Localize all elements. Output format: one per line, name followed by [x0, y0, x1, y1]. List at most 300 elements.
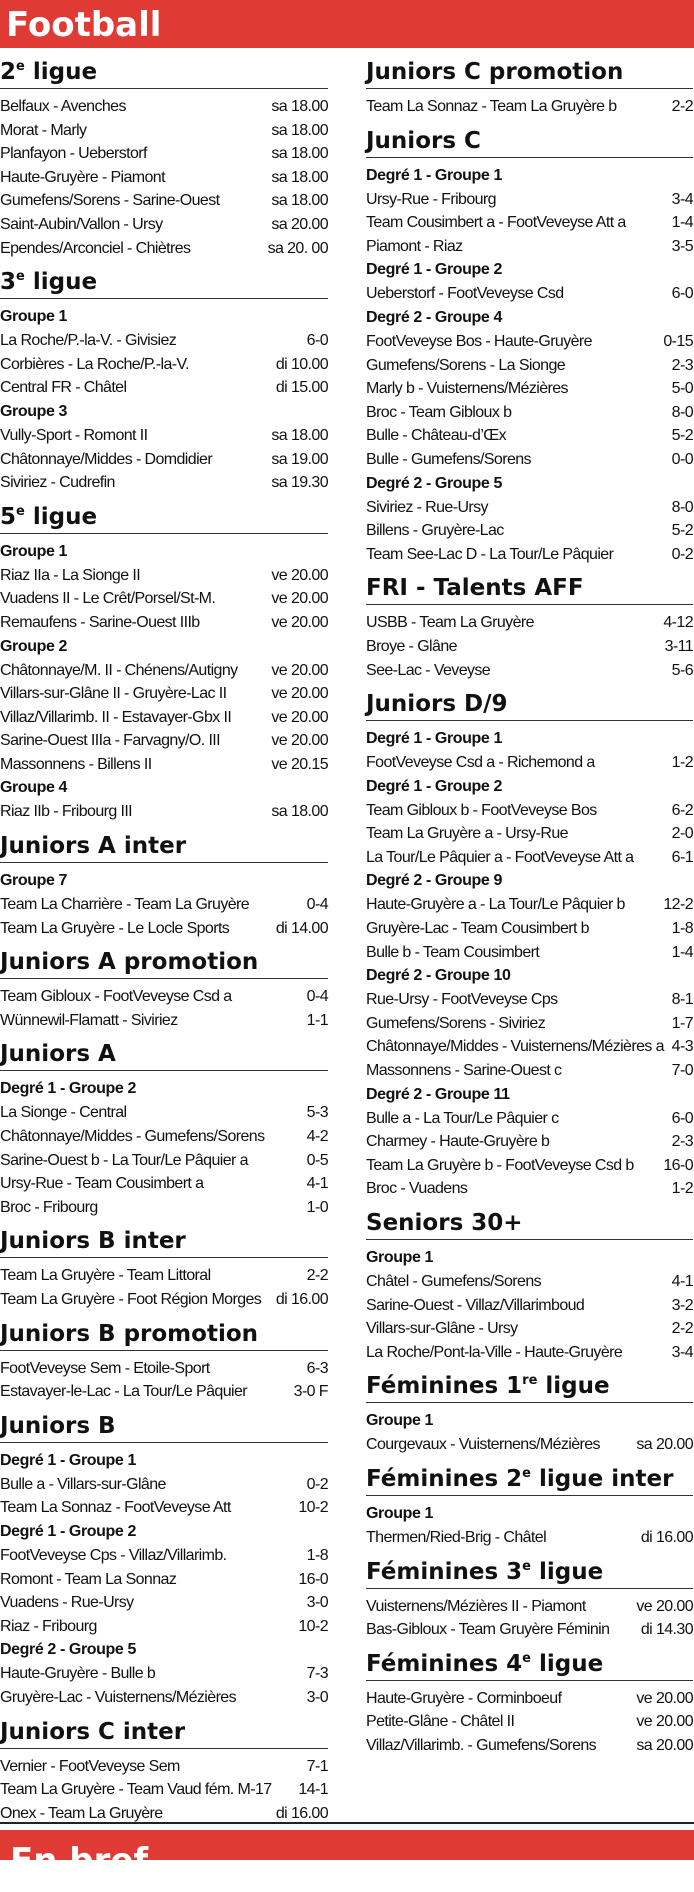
result-row: [366, 377, 693, 401]
group-heading: Groupe 1: [0, 308, 68, 326]
section-body: [366, 721, 693, 1203]
match-score-or-time: sa 18.00: [271, 145, 328, 163]
match-score-or-time: sa 18.00: [271, 803, 328, 821]
match-score-or-time: sa 18.00: [271, 168, 328, 186]
result-row: [366, 1710, 693, 1734]
section-body: [0, 863, 328, 942]
match-score-or-time: 6-0: [306, 332, 328, 350]
match-score-or-time: 2-2: [671, 98, 693, 115]
group-heading: Groupe 2: [0, 637, 68, 655]
result-row: [366, 1012, 693, 1036]
result-row: [0, 213, 328, 237]
section-title-ordinal: e: [522, 1558, 531, 1574]
match-teams: La Tour/Le Pâquier a - FootVeveyse Att a: [366, 848, 634, 866]
match-score-or-time: 6-0: [671, 1109, 693, 1127]
result-row: [366, 659, 693, 683]
match-teams: See-Lac - Veveyse: [366, 661, 491, 679]
match-score-or-time: sa 19.00: [271, 450, 328, 468]
match-score-or-time: 3-4: [671, 190, 693, 208]
section-title-text: Juniors C promotion: [366, 59, 624, 85]
group-heading: Degré 2 - Groupe 5: [0, 1641, 136, 1659]
match-score-or-time: sa 20.00: [636, 1736, 693, 1754]
match-score-or-time: 0-4: [306, 896, 328, 914]
match-teams: Vuadens II - Le Crêt/Porsel/St-M.: [0, 590, 216, 608]
match-score-or-time: 16-0: [663, 1156, 693, 1174]
match-teams: Team La Gruyère - Le Locle Sports: [0, 919, 230, 937]
section-title-tail: ligue: [531, 1650, 604, 1677]
match-teams: Siviriez - Rue-Ursy: [366, 498, 488, 516]
match-score-or-time: 5-0: [671, 380, 693, 398]
section-title-text: Juniors A promotion: [0, 949, 259, 976]
match-teams: Gumefens/Sorens - Siviriez: [366, 1014, 546, 1032]
result-row: [0, 706, 328, 730]
section-body: [0, 534, 328, 826]
section-heading: [0, 1034, 328, 1071]
section-title-text: 3e ligue: [0, 269, 98, 296]
match-teams: Châtonnaye/Middes - Domdidier: [0, 450, 213, 468]
footer-title: En bref: [10, 1841, 149, 1881]
result-row: [366, 1294, 693, 1318]
result-row: [366, 448, 693, 472]
match-score-or-time: di 16.00: [640, 1528, 693, 1546]
section-title-main: Féminines 3: [366, 1558, 523, 1585]
section: [0, 1314, 328, 1406]
group-heading: Degré 1 - Groupe 2: [366, 777, 502, 795]
section-title-main: Féminines 2: [366, 1465, 523, 1492]
section-body: [366, 1681, 693, 1760]
result-row: [0, 1125, 328, 1149]
result-row: [366, 1618, 693, 1642]
group-heading: Degré 2 - Groupe 10: [366, 967, 511, 985]
match-teams: Ursy-Rue - Team Cousimbert a: [0, 1175, 204, 1193]
match-teams: Rue-Ursy - FootVeveyse Cps: [366, 991, 558, 1009]
match-teams: Team Cousimbert a - FootVeveyse Att a: [366, 214, 626, 232]
match-score-or-time: ve 20.00: [636, 1689, 693, 1707]
match-score-or-time: 0-15: [663, 332, 693, 350]
match-teams: Morat - Marly: [0, 121, 87, 139]
section-heading: [366, 121, 693, 158]
match-teams: Petite-Glâne - Châtel II: [366, 1713, 515, 1731]
match-score-or-time: 5-2: [671, 427, 693, 445]
result-row: [366, 822, 693, 846]
match-score-or-time: 14-1: [298, 1781, 328, 1799]
section-title-tail: ligue: [537, 1373, 610, 1400]
match-teams: Haute-Gruyère - Piamont: [0, 168, 165, 186]
section: [366, 52, 693, 121]
section-body: [0, 979, 328, 1034]
match-score-or-time: 3-0 F: [293, 1383, 328, 1401]
section-body: [0, 299, 328, 497]
section-body: [0, 1443, 328, 1712]
match-teams: Vully-Sport - Romont II: [0, 426, 148, 444]
result-row: [0, 189, 328, 213]
match-score-or-time: 8-0: [671, 403, 693, 421]
section: [366, 1203, 693, 1366]
result-row: [366, 519, 693, 543]
section-body: [366, 89, 693, 121]
section-heading: [366, 1552, 693, 1589]
match-teams: Broye - Glâne: [366, 637, 457, 655]
match-score-or-time: ve 20.00: [271, 590, 328, 608]
match-teams: La Sionge - Central: [0, 1104, 127, 1122]
match-teams: Gruyère-Lac - Team Cousimbert b: [366, 920, 589, 938]
group-heading: Degré 1 - Groupe 1: [366, 166, 502, 184]
match-score-or-time: ve 20.00: [271, 613, 328, 631]
section-body: [0, 1351, 328, 1406]
match-teams: Team La Sonnaz - Team La Gruyère b: [366, 98, 617, 115]
result-row: [366, 893, 693, 917]
result-row: [0, 611, 328, 635]
match-score-or-time: 1-2: [671, 1180, 693, 1198]
page-header-banner: [0, 0, 694, 48]
match-score-or-time: 4-2: [306, 1128, 328, 1146]
match-teams: Châtel - Gumefens/Sorens: [366, 1273, 542, 1290]
match-score-or-time: 2-3: [671, 356, 693, 374]
match-score-or-time: ve 20.00: [271, 661, 328, 679]
group-heading: Groupe 1: [366, 1249, 434, 1266]
match-score-or-time: di 16.00: [275, 1804, 328, 1822]
match-teams: Bas-Gibloux - Team Gruyère Féminin: [366, 1621, 610, 1639]
result-row: [0, 1196, 328, 1220]
match-teams: Romont - Team La Sonnaz: [0, 1570, 177, 1588]
group-heading: Groupe 7: [0, 872, 68, 890]
result-row: [0, 659, 328, 683]
match-score-or-time: 4-1: [306, 1175, 328, 1193]
result-row: [366, 424, 693, 448]
group-heading: Groupe 3: [0, 402, 68, 420]
group-heading: Degré 1 - Groupe 1: [366, 730, 502, 748]
group-heading: Groupe 4: [0, 779, 68, 797]
result-row: [366, 1130, 693, 1154]
result-row: [0, 1288, 328, 1312]
result-row: [366, 1177, 693, 1201]
section: [366, 1552, 693, 1644]
match-score-or-time: sa 20.00: [636, 1436, 693, 1454]
match-score-or-time: sa 18.00: [271, 98, 328, 115]
match-teams: FootVeveyse Csd a - Richemond a: [366, 754, 595, 772]
match-teams: Massonnens - Sarine-Ouest c: [366, 1062, 562, 1080]
result-row: [366, 330, 693, 354]
section: [366, 1459, 693, 1552]
match-teams: Team La Gruyère - Team Littoral: [0, 1267, 211, 1285]
match-score-or-time: 6-0: [671, 285, 693, 303]
section-title-text: Seniors 30+: [366, 1210, 523, 1236]
section-body: [0, 89, 328, 262]
match-score-or-time: 6-1: [671, 848, 693, 866]
section-heading: [0, 497, 328, 534]
result-row: [0, 142, 328, 166]
match-score-or-time: 0-2: [671, 545, 693, 563]
match-teams: Wünnewil-Flamatt - Siviriez: [0, 1011, 178, 1029]
page-title: Football: [6, 5, 162, 45]
section: [0, 497, 328, 826]
match-score-or-time: ve 20.00: [271, 685, 328, 703]
section-body: [366, 1240, 693, 1366]
group-heading: Groupe 1: [0, 542, 68, 560]
match-teams: Broc - Vuadens: [366, 1180, 468, 1198]
section-body: [0, 1071, 328, 1221]
match-teams: Billens - Gruyère-Lac: [366, 522, 504, 540]
result-row: [0, 119, 328, 143]
match-teams: Courgevaux - Vuisternens/Mézières: [366, 1436, 600, 1454]
section-heading: [366, 1366, 693, 1403]
result-row: [0, 1357, 328, 1381]
result-row: [366, 401, 693, 425]
group-heading: Degré 2 - Groupe 11: [366, 1085, 510, 1103]
match-score-or-time: 3-0: [306, 1594, 328, 1612]
match-score-or-time: sa 20.00: [271, 215, 328, 233]
section-title-tail: ligue inter: [531, 1465, 674, 1492]
result-row: [366, 941, 693, 965]
section-title-text: Juniors B promotion: [0, 1320, 258, 1347]
match-score-or-time: 4-12: [663, 614, 693, 632]
match-teams: Riaz IIb - Fribourg III: [0, 803, 133, 821]
section-heading: [366, 1459, 693, 1496]
match-score-or-time: 6-3: [306, 1359, 328, 1377]
result-row: [366, 1734, 693, 1758]
match-score-or-time: ve 20.00: [271, 566, 328, 584]
result-row: [366, 1154, 693, 1178]
left-column: [0, 52, 328, 1827]
group-heading: Groupe 1: [366, 1412, 434, 1430]
section: [0, 826, 328, 942]
result-row: [366, 799, 693, 823]
match-teams: Massonnens - Billens II: [0, 755, 152, 773]
match-score-or-time: 8-0: [671, 498, 693, 516]
result-row: [366, 1035, 693, 1059]
match-score-or-time: 1-0: [306, 1198, 328, 1216]
match-score-or-time: 0-4: [306, 988, 328, 1006]
section-heading: [0, 1221, 328, 1258]
match-teams: FootVeveyse Sem - Etoile-Sport: [0, 1359, 210, 1377]
match-teams: La Roche/Pont-la-Ville - Haute-Gruyère: [366, 1343, 623, 1361]
match-teams: Haute-Gruyère a - La Tour/Le Pâquier b: [366, 896, 625, 914]
section-title-text: Juniors D/9: [366, 691, 508, 718]
section: [366, 121, 693, 569]
result-row: [366, 917, 693, 941]
match-teams: Bulle - Château-d’Œx: [366, 427, 507, 445]
section-body: [366, 1403, 693, 1459]
result-row: [366, 1107, 693, 1131]
section-heading: [366, 52, 693, 89]
result-row: [366, 751, 693, 775]
section: [366, 1366, 693, 1459]
result-row: [366, 1433, 693, 1457]
result-row: [0, 1615, 328, 1639]
result-row: [0, 1009, 328, 1033]
section-title-tail: ligue: [531, 1558, 604, 1585]
section-title-text: Juniors B: [0, 1412, 116, 1439]
result-row: [0, 95, 328, 119]
section-heading: [0, 52, 328, 89]
match-teams: Ursy-Rue - Fribourg: [366, 190, 496, 208]
section-heading: [0, 1314, 328, 1351]
match-teams: Riaz - Fribourg: [0, 1617, 97, 1635]
match-teams: Onex - Team La Gruyère: [0, 1804, 163, 1822]
result-row: [0, 329, 328, 353]
section-title-ordinal: e: [522, 1650, 531, 1666]
section-body: [366, 1589, 693, 1644]
bottom-divider: [0, 1822, 694, 1824]
group-heading: Degré 1 - Groupe 1: [0, 1451, 136, 1469]
match-teams: Corbières - La Roche/P.-la-V.: [0, 355, 189, 373]
match-teams: Bulle - Gumefens/Sorens: [366, 450, 531, 468]
match-score-or-time: 3-5: [671, 237, 693, 255]
match-score-or-time: 7-0: [671, 1062, 693, 1080]
match-score-or-time: sa 18.00: [271, 426, 328, 444]
group-heading: Degré 2 - Groupe 9: [366, 872, 502, 890]
result-row: [0, 729, 328, 753]
match-teams: Sarine-Ouest b - La Tour/Le Pâquier a: [0, 1151, 248, 1169]
match-teams: Sarine-Ouest IIIa - Farvagny/O. III: [0, 732, 220, 750]
match-teams: Team Gibloux b - FootVeveyse Bos: [366, 801, 597, 819]
match-teams: Bulle a - Villars-sur-Glâne: [0, 1475, 166, 1493]
match-score-or-time: sa 19.30: [271, 474, 328, 492]
section-heading: [0, 942, 328, 979]
match-score-or-time: ve 20.00: [271, 708, 328, 726]
match-teams: Vuisternens/Mézières II - Piamont: [366, 1597, 586, 1615]
match-teams: Riaz IIa - La Sionge II: [0, 566, 141, 584]
match-score-or-time: ve 20.00: [636, 1713, 693, 1731]
match-teams: Broc - Fribourg: [0, 1198, 98, 1216]
match-score-or-time: 2-2: [306, 1267, 328, 1285]
match-teams: Gruyère-Lac - Vuisternens/Mézières: [0, 1688, 236, 1706]
section: [0, 1221, 328, 1313]
match-score-or-time: ve 20.15: [271, 755, 328, 773]
result-row: [0, 424, 328, 448]
match-teams: Haute-Gruyère - Corminboeuf: [366, 1689, 562, 1707]
match-score-or-time: 10-2: [298, 1617, 328, 1635]
section-title-main: Féminines 4: [366, 1650, 523, 1677]
match-score-or-time: sa 18.00: [271, 121, 328, 139]
match-score-or-time: 3-2: [671, 1296, 693, 1314]
section-body: [366, 605, 693, 684]
section: [0, 1034, 328, 1221]
match-score-or-time: 4-1: [671, 1273, 693, 1290]
match-teams: Team La Gruyère b - FootVeveyse Csd b: [366, 1156, 634, 1174]
section-title-text: FRI - Talents AFF: [366, 575, 584, 602]
section-heading: [366, 684, 693, 721]
result-row: [0, 1496, 328, 1520]
match-teams: Châtonnaye/Middes - Vuisternens/Mézières a: [366, 1038, 664, 1056]
result-row: [366, 543, 693, 567]
result-row: [0, 1473, 328, 1497]
match-teams: Vuadens - Rue-Ursy: [0, 1594, 134, 1612]
result-row: [0, 1755, 328, 1779]
match-score-or-time: di 14.00: [275, 919, 328, 937]
result-row: [0, 237, 328, 261]
result-row: [0, 1380, 328, 1404]
result-row: [0, 1686, 328, 1710]
result-row: [0, 166, 328, 190]
match-score-or-time: 1-4: [671, 943, 693, 961]
footer-banner: [0, 1830, 694, 1881]
section-title-text: 5e ligue: [0, 503, 98, 530]
match-score-or-time: 5-2: [671, 522, 693, 540]
result-row: [0, 1172, 328, 1196]
match-score-or-time: 16-0: [298, 1570, 328, 1588]
match-score-or-time: 1-1: [306, 1011, 328, 1029]
result-row: [366, 95, 693, 119]
result-row: [366, 354, 693, 378]
match-teams: Thermen/Ried-Brig - Châtel: [366, 1528, 547, 1546]
section: [366, 684, 693, 1203]
section: [0, 52, 328, 262]
result-row: [366, 1595, 693, 1619]
result-row: [366, 988, 693, 1012]
right-column: [366, 52, 693, 1760]
match-score-or-time: 0-5: [306, 1151, 328, 1169]
match-teams: USBB - Team La Gruyère: [366, 614, 534, 632]
result-row: [366, 282, 693, 306]
match-score-or-time: ve 20.00: [271, 732, 328, 750]
match-teams: Team La Gruyère - Foot Région Morges: [0, 1291, 262, 1308]
match-score-or-time: 1-8: [671, 920, 693, 938]
match-score-or-time: 10-2: [298, 1499, 328, 1517]
result-row: [0, 564, 328, 588]
match-score-or-time: di 14.30: [640, 1621, 693, 1639]
group-heading: Degré 1 - Groupe 2: [0, 1080, 136, 1098]
result-row: [0, 893, 328, 917]
match-teams: Planfayon - Ueberstorf: [0, 145, 147, 163]
section-heading: [0, 1406, 328, 1443]
match-teams: Ependes/Arconciel - Chiètres: [0, 239, 191, 257]
result-row: [366, 496, 693, 520]
match-score-or-time: 4-3: [671, 1038, 693, 1056]
match-score-or-time: di 10.00: [275, 355, 328, 373]
match-teams: Villars-sur-Glâne - Ursy: [366, 1320, 518, 1338]
section: [366, 568, 693, 684]
result-row: [366, 211, 693, 235]
section: [366, 1644, 693, 1760]
match-score-or-time: 6-2: [671, 801, 693, 819]
result-row: [0, 353, 328, 377]
result-row: [366, 1341, 693, 1365]
result-row: [0, 917, 328, 941]
section-heading: [0, 826, 328, 863]
result-row: [366, 635, 693, 659]
result-row: [366, 846, 693, 870]
match-teams: Team La Charrière - Team La Gruyère: [0, 896, 250, 914]
group-heading: Degré 2 - Groupe 5: [366, 474, 502, 492]
section-body: [366, 1496, 693, 1552]
result-row: [0, 800, 328, 824]
section-title-text: Juniors C: [366, 127, 481, 154]
result-row: [0, 471, 328, 495]
section-title-text: Juniors B inter: [0, 1228, 186, 1255]
section-heading: [366, 568, 693, 605]
match-teams: Remaufens - Sarine-Ouest IIIb: [0, 613, 200, 631]
section-body: [0, 1749, 328, 1828]
match-teams: Bulle b - Team Cousimbert: [366, 943, 540, 961]
match-teams: Châtonnaye/M. II - Chénens/Autigny: [0, 661, 238, 679]
result-row: [0, 1662, 328, 1686]
match-teams: Team Gibloux - FootVeveyse Csd a: [0, 988, 232, 1006]
match-score-or-time: sa 18.00: [271, 192, 328, 210]
result-row: [0, 753, 328, 777]
match-teams: Marly b - Vuisternens/Mézières: [366, 380, 568, 398]
section-title-ordinal: re: [522, 1373, 538, 1389]
match-teams: Broc - Team Gibloux b: [366, 403, 512, 421]
result-row: [0, 682, 328, 706]
result-row: [0, 1778, 328, 1802]
match-score-or-time: 1-8: [306, 1546, 328, 1564]
match-score-or-time: 1-2: [671, 754, 693, 772]
match-teams: Villars-sur-Glâne II - Gruyère-Lac II: [0, 685, 227, 703]
match-score-or-time: 12-2: [663, 896, 693, 914]
match-teams: FootVeveyse Cps - Villaz/Villarimb.: [0, 1546, 227, 1564]
result-row: [366, 188, 693, 212]
